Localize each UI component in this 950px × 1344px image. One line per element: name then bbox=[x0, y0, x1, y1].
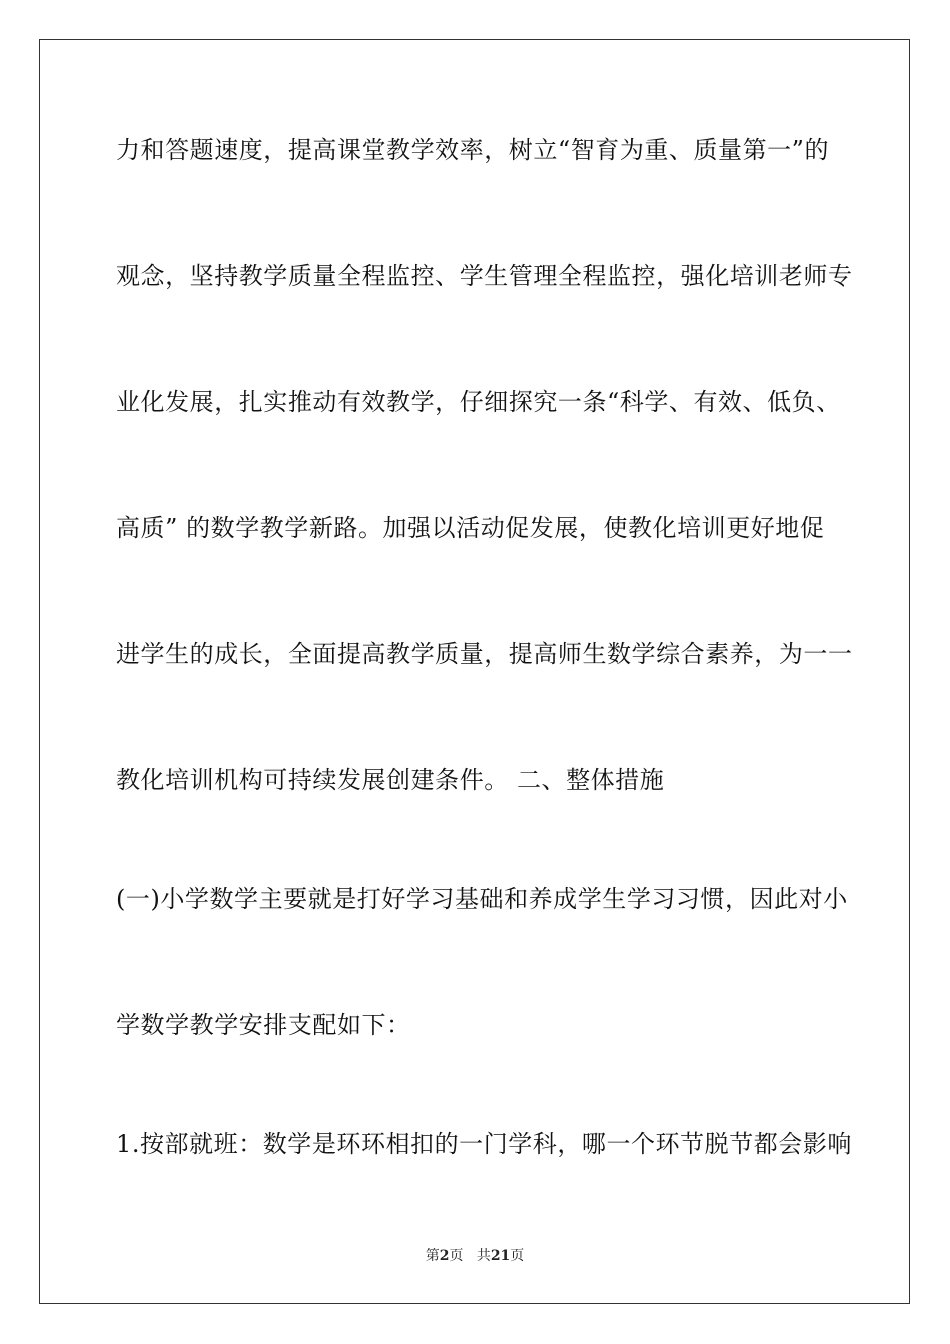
page-prefix: 第 bbox=[425, 1248, 440, 1264]
text-line-6: 教化培训机构可持续发展创建条件。 二、整体措施 bbox=[116, 766, 665, 794]
text-line-3: 业化发展，扎实推动有效教学，仔细探究一条“科学、有效、低负、 bbox=[116, 388, 841, 416]
text-line-2: 观念，坚持教学质量全程监控、学生管理全程监控，强化培训老师专 bbox=[116, 262, 853, 290]
page-suffix: 页 bbox=[449, 1248, 464, 1264]
page-footer bbox=[0, 1246, 950, 1266]
text-line-1: 力和答题速度，提高课堂教学效率，树立“智育为重、质量第一”的 bbox=[116, 136, 830, 164]
text-line-8: 学数学教学安排支配如下： bbox=[116, 1011, 411, 1039]
total-suffix: 页 bbox=[510, 1248, 525, 1264]
total-prefix: 共 bbox=[476, 1248, 491, 1264]
text-line-7: (一)小学数学主要就是打好学习基础和养成学生学习习惯，因此对小 bbox=[116, 885, 848, 913]
text-line-5: 进学生的成长，全面提高教学质量，提高师生数学综合素养，为一一 bbox=[116, 640, 853, 668]
text-line-4: 高质” 的数学教学新路。加强以活动促发展，使教化培训更好地促 bbox=[116, 514, 825, 542]
text-line-9: 1.按部就班：数学是环环相扣的一门学科，哪一个环节脱节都会影响 bbox=[116, 1130, 852, 1158]
total-pages: 21 bbox=[490, 1248, 511, 1264]
page-number: 2 bbox=[439, 1248, 450, 1264]
